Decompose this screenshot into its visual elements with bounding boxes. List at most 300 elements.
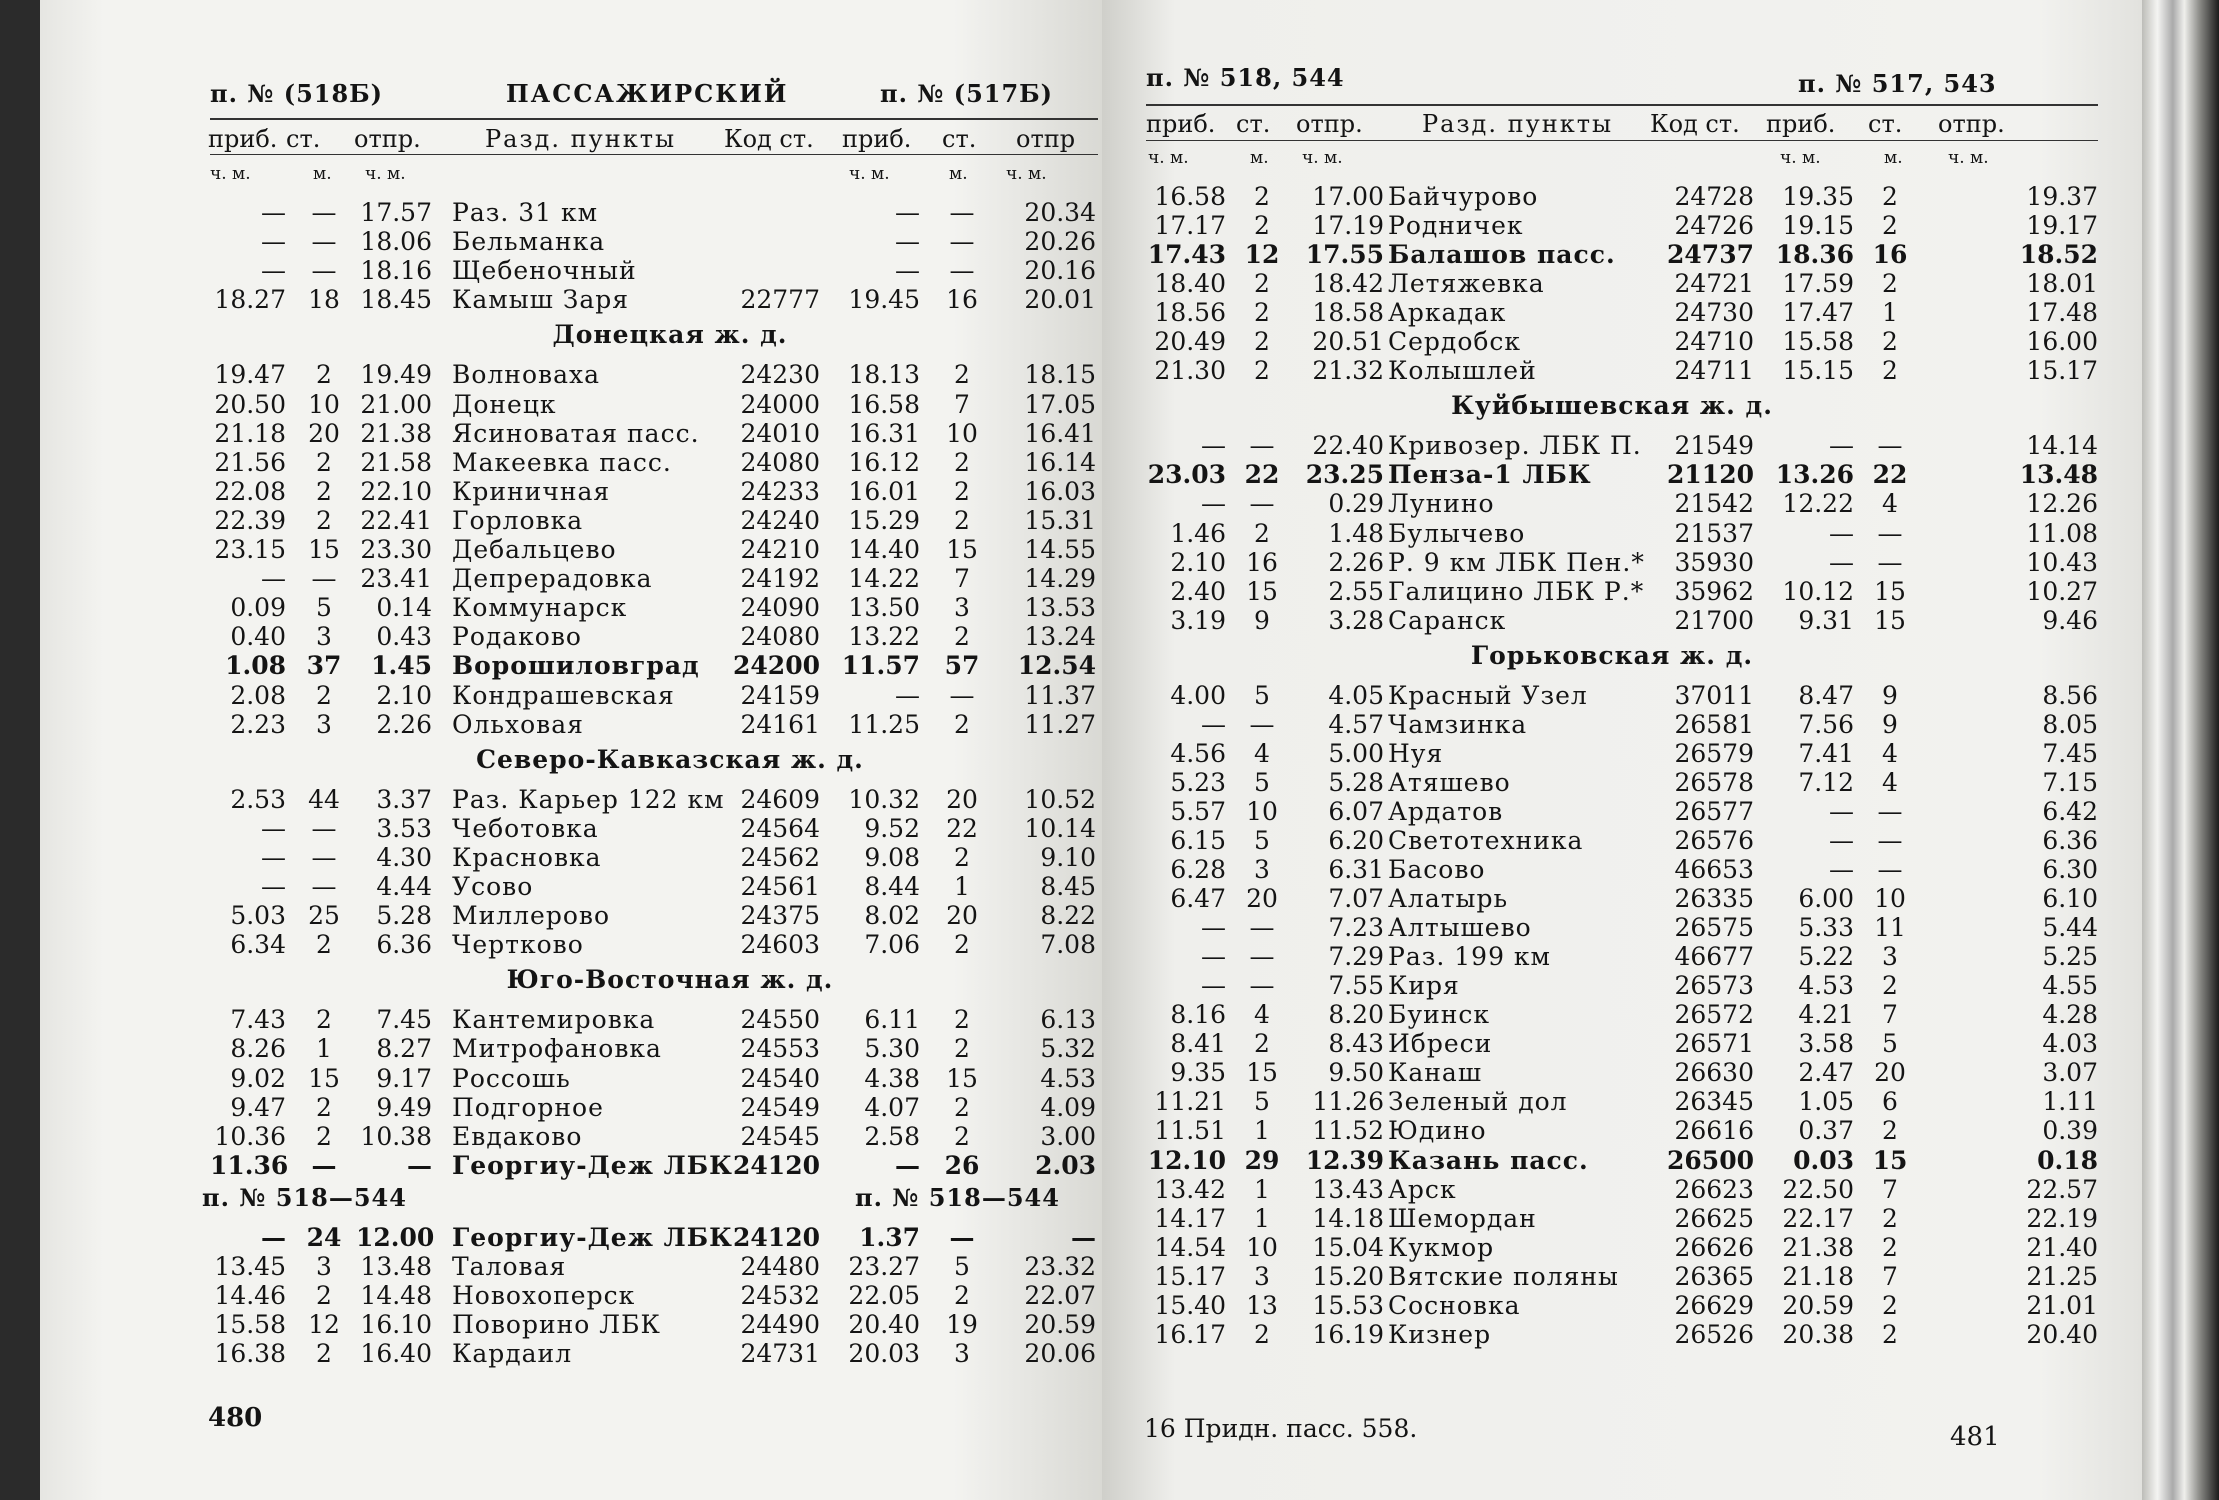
return-departure-time: 5.44 — [2042, 913, 2098, 943]
arrival-time: — — [1201, 942, 1226, 972]
arrival-time: 11.21 — [1154, 1087, 1226, 1117]
unit-rev-arrival: ч. м. — [849, 164, 890, 184]
return-departure-time: 6.13 — [1040, 1005, 1096, 1035]
station-code: 24000 — [740, 389, 820, 419]
stop-minutes: 16 — [1246, 547, 1278, 577]
return-departure-time: 22.19 — [2026, 1203, 2098, 1233]
stop-minutes: 37 — [306, 651, 342, 681]
arrival-time: 2.08 — [230, 680, 286, 710]
station-name: Георгиу-Деж ЛБК — [452, 1150, 733, 1180]
unit-departure: ч. м. — [365, 164, 406, 184]
unit-arrival: ч. м. — [1148, 148, 1189, 168]
timetable-row — [1102, 1116, 2142, 1145]
departure-time: 17.19 — [1312, 211, 1384, 241]
station-code: 24737 — [1667, 240, 1754, 270]
departure-time: 22.40 — [1312, 431, 1384, 461]
return-arrival-time: 2.58 — [864, 1121, 920, 1151]
stop-minutes: 2 — [316, 1092, 332, 1122]
return-stop-minutes: — — [1877, 518, 1903, 548]
station-name: Бельманка — [452, 227, 606, 257]
return-arrival-time: 4.07 — [864, 1092, 920, 1122]
return-stop-minutes: 2 — [954, 1281, 970, 1311]
timetable-row — [40, 901, 1102, 930]
timetable-row — [1102, 1029, 2142, 1058]
return-arrival-time: 13.50 — [848, 593, 920, 623]
station-code: 26572 — [1674, 1000, 1754, 1030]
arrival-time: 9.35 — [1170, 1058, 1226, 1088]
departure-time: 6.07 — [1328, 796, 1384, 826]
arrival-time: — — [261, 872, 286, 901]
arrival-time: — — [261, 564, 286, 594]
stop-minutes: 1 — [1254, 1174, 1270, 1204]
timetable-row — [1102, 913, 2142, 942]
stop-minutes: 3 — [316, 709, 332, 739]
station-name: Миллерово — [452, 901, 610, 931]
station-code: 24120 — [733, 1150, 820, 1180]
return-arrival-time: 19.45 — [848, 285, 920, 315]
arrival-time: — — [1201, 709, 1226, 739]
return-departure-time: 12.26 — [2026, 489, 2098, 519]
railway-section-heading: Северо-Кавказская ж. д. — [476, 744, 864, 774]
stop-minutes: 1 — [1254, 1116, 1270, 1146]
station-name: Булычево — [1388, 518, 1526, 548]
station-code: 24710 — [1674, 327, 1754, 357]
arrival-time: 0.09 — [230, 593, 286, 623]
station-code: 24545 — [740, 1121, 820, 1151]
return-departure-time: 13.53 — [1024, 593, 1096, 623]
station-name: Нуя — [1388, 738, 1444, 768]
return-departure-time: 8.45 — [1040, 872, 1096, 901]
arrival-time: 11.36 — [210, 1150, 289, 1180]
col-rev-departure: отпр. — [1938, 110, 2005, 138]
station-code: 26578 — [1674, 767, 1754, 797]
arrival-time: 22.39 — [214, 505, 286, 535]
return-departure-time: 1.11 — [2042, 1087, 2098, 1117]
return-departure-time: 11.37 — [1024, 680, 1096, 710]
arrival-time: 2.10 — [1170, 547, 1226, 577]
timetable-row — [40, 198, 1102, 227]
departure-time: 18.58 — [1312, 298, 1384, 328]
return-arrival-time: 11.57 — [841, 651, 920, 681]
return-stop-minutes: — — [1877, 796, 1903, 826]
station-code: 26575 — [1674, 913, 1754, 943]
stop-minutes: 1 — [316, 1034, 332, 1064]
station-name: Ворошиловград — [452, 651, 700, 681]
timetable-row — [1102, 431, 2142, 460]
station-name: Ясиноватая пасс. — [452, 418, 700, 448]
arrival-time: — — [1201, 489, 1226, 519]
station-code: 24090 — [740, 593, 820, 623]
stop-minutes: 44 — [308, 784, 340, 814]
unit-departure: ч. м. — [1302, 148, 1343, 168]
station-name: Щебеночный — [452, 256, 637, 286]
station-name: Лунино — [1388, 489, 1495, 519]
departure-time: 8.27 — [376, 1034, 432, 1064]
return-arrival-time: 21.38 — [1782, 1232, 1854, 1262]
return-stop-minutes: 4 — [1882, 738, 1898, 768]
return-departure-time: 0.39 — [2042, 1116, 2098, 1146]
col-arrival: приб. — [1146, 110, 1216, 138]
return-arrival-time: 14.22 — [848, 564, 920, 594]
return-departure-time: 16.03 — [1024, 476, 1096, 506]
return-departure-time: 14.29 — [1024, 564, 1096, 594]
train-number-right: п. № 517, 543 — [1798, 69, 1997, 98]
timetable-row — [1102, 182, 2142, 211]
return-stop-minutes: 3 — [954, 1339, 970, 1369]
station-name: Таловая — [452, 1252, 567, 1282]
departure-time: 4.30 — [376, 842, 432, 872]
return-departure-time: 20.26 — [1024, 227, 1096, 257]
return-departure-time: 5.32 — [1040, 1034, 1096, 1064]
station-code: 24553 — [740, 1034, 820, 1064]
arrival-time: 11.51 — [1154, 1116, 1226, 1146]
timetable-row — [1102, 356, 2142, 385]
return-departure-time: 19.17 — [2026, 211, 2098, 241]
return-stop-minutes: 15 — [1872, 1145, 1908, 1175]
return-stop-minutes: 11 — [1874, 913, 1906, 943]
return-arrival-time: 16.12 — [848, 447, 920, 477]
return-departure-time: 20.34 — [1024, 198, 1096, 227]
train-number-left: п. № (518Б) — [210, 79, 384, 108]
return-stop-minutes: 20 — [1874, 1058, 1906, 1088]
return-stop-minutes: 20 — [946, 784, 978, 814]
timetable-row — [40, 419, 1102, 448]
col-stop: ст. — [1236, 110, 1271, 138]
departure-time: 11.26 — [1312, 1087, 1384, 1117]
return-arrival-time: 18.13 — [848, 360, 920, 390]
return-stop-minutes: 7 — [1882, 1261, 1898, 1291]
return-departure-time: 18.52 — [2019, 240, 2098, 270]
timetable-row — [40, 681, 1102, 710]
return-arrival-time: 4.53 — [1798, 971, 1854, 1001]
return-arrival-time: 11.25 — [848, 709, 920, 739]
station-name: Ольховая — [452, 709, 584, 739]
station-name: Арск — [1388, 1174, 1457, 1204]
arrival-time: 18.27 — [214, 285, 286, 315]
timetable-row — [1102, 1291, 2142, 1320]
timetable-row — [1102, 606, 2142, 635]
timetable-row — [1102, 1087, 2142, 1116]
timetable-row — [1102, 1233, 2142, 1262]
departure-time: 4.05 — [1328, 680, 1384, 710]
return-departure-time: 17.48 — [2026, 298, 2098, 328]
departure-time: 12.39 — [1305, 1145, 1384, 1175]
station-code: 24550 — [740, 1005, 820, 1035]
right-page — [1102, 0, 2142, 1500]
train-number-right: п. № (517Б) — [880, 79, 1054, 108]
station-name: Митрофановка — [452, 1034, 662, 1064]
station-code: 24609 — [740, 784, 820, 814]
departure-time: 9.49 — [376, 1092, 432, 1122]
timetable-row — [40, 564, 1102, 593]
return-departure-time: 4.09 — [1040, 1092, 1096, 1122]
station-name: Саранск — [1388, 605, 1507, 635]
col-arrival: приб. — [208, 125, 278, 153]
stop-minutes: 18 — [308, 285, 340, 315]
station-name: Шемордан — [1388, 1203, 1537, 1233]
station-code: 24490 — [740, 1310, 820, 1340]
station-name: Родничек — [1388, 211, 1524, 241]
return-stop-minutes: 5 — [954, 1252, 970, 1282]
return-departure-time: 16.41 — [1024, 418, 1096, 448]
departure-time: 5.28 — [376, 901, 432, 931]
station-name: Балашов пасс. — [1388, 240, 1616, 270]
return-arrival-time: 21.18 — [1782, 1261, 1854, 1291]
return-stop-minutes: 10 — [1874, 884, 1906, 914]
stop-minutes: 2 — [316, 1005, 332, 1035]
return-stop-minutes: 2 — [954, 842, 970, 872]
return-stop-minutes: 7 — [954, 389, 970, 419]
timetable-row — [1102, 1000, 2142, 1029]
station-name: Байчурово — [1388, 182, 1539, 211]
departure-time: 15.53 — [1312, 1290, 1384, 1320]
return-departure-time: 8.22 — [1040, 901, 1096, 931]
station-name: Галицино ЛБК Р.* — [1388, 576, 1645, 606]
station-code: 24161 — [740, 709, 820, 739]
return-departure-time: 12.54 — [1017, 651, 1096, 681]
arrival-time: 2.40 — [1170, 576, 1226, 606]
arrival-time: — — [1201, 971, 1226, 1001]
station-name: Евдаково — [452, 1121, 583, 1151]
station-name: Кардаил — [452, 1339, 573, 1369]
return-arrival-time: 3.58 — [1798, 1029, 1854, 1059]
station-code: 24532 — [740, 1281, 820, 1311]
departure-time: 6.36 — [376, 930, 432, 960]
return-departure-time: 3.00 — [1040, 1121, 1096, 1151]
arrival-time: 2.53 — [230, 784, 286, 814]
stop-minutes: 29 — [1244, 1145, 1280, 1175]
return-departure-time: 20.59 — [1024, 1310, 1096, 1340]
departure-time: 16.40 — [360, 1339, 432, 1369]
station-code: 26630 — [1674, 1058, 1754, 1088]
return-stop-minutes: 2 — [954, 1034, 970, 1064]
station-code: 24210 — [740, 535, 820, 564]
stop-minutes: 2 — [316, 680, 332, 710]
return-arrival-time: — — [1829, 518, 1854, 548]
stop-minutes: 15 — [308, 535, 340, 564]
col-rev-departure: отпр — [1016, 125, 1076, 153]
station-code: 26581 — [1674, 709, 1754, 739]
stop-minutes: 2 — [316, 1281, 332, 1311]
station-name: Казань пасс. — [1388, 1145, 1589, 1175]
arrival-time: 15.17 — [1154, 1261, 1226, 1291]
arrival-time: 13.42 — [1154, 1174, 1226, 1204]
timetable-row — [1102, 1058, 2142, 1087]
station-name: Криничная — [452, 476, 611, 506]
return-departure-time: 9.10 — [1040, 842, 1096, 872]
timetable-row — [1102, 710, 2142, 739]
station-name: Светотехника — [1388, 825, 1584, 855]
return-departure-time: 4.28 — [2042, 1000, 2098, 1030]
arrival-time: 16.58 — [1154, 182, 1226, 211]
departure-time: 5.28 — [1328, 767, 1384, 797]
return-departure-time: 7.45 — [2042, 738, 2098, 768]
col-rev-stop: ст. — [942, 125, 977, 153]
stop-minutes: 15 — [1246, 1058, 1278, 1088]
station-code: 26616 — [1674, 1116, 1754, 1146]
return-stop-minutes: 2 — [954, 622, 970, 652]
return-arrival-time: 23.27 — [848, 1252, 920, 1282]
departure-time: 19.49 — [360, 360, 432, 390]
arrival-time: 1.08 — [225, 651, 286, 681]
station-name: Донецк — [452, 389, 557, 419]
page-number: 481 — [1950, 1422, 2000, 1452]
return-stop-minutes: 15 — [946, 1063, 978, 1093]
departure-time: 14.18 — [1312, 1203, 1384, 1233]
return-arrival-time: 8.44 — [864, 872, 920, 901]
book-edge — [2142, 0, 2219, 1500]
stop-minutes: 10 — [308, 389, 340, 419]
return-departure-time: 10.43 — [2026, 547, 2098, 577]
return-stop-minutes: 4 — [1882, 767, 1898, 797]
return-departure-time: 8.05 — [2042, 709, 2098, 739]
arrival-time: — — [1201, 431, 1226, 461]
station-code: 26623 — [1674, 1174, 1754, 1204]
station-code: 46653 — [1674, 855, 1754, 884]
stop-minutes: 20 — [308, 418, 340, 448]
station-code: 35930 — [1674, 547, 1754, 577]
departure-time: 0.14 — [376, 593, 432, 623]
return-arrival-time: 4.38 — [864, 1063, 920, 1093]
return-stop-minutes: — — [949, 256, 975, 286]
station-name: Чамзинка — [1388, 709, 1528, 739]
departure-time: 8.20 — [1328, 1000, 1384, 1030]
stop-minutes: — — [311, 813, 337, 843]
station-code: 24562 — [740, 842, 820, 872]
station-name: Кондрашевская — [452, 680, 675, 710]
station-code: 21549 — [1674, 431, 1754, 461]
timetable-row — [40, 651, 1102, 680]
stop-minutes: 20 — [1246, 884, 1278, 914]
timetable-row — [40, 1252, 1102, 1281]
return-arrival-time: 20.03 — [848, 1339, 920, 1369]
header-rule-top — [1146, 104, 2098, 106]
stop-minutes: 2 — [1254, 182, 1270, 211]
return-stop-minutes: 57 — [944, 651, 980, 681]
header-rule-bottom — [210, 154, 1098, 155]
return-stop-minutes: 2 — [954, 447, 970, 477]
return-arrival-time: 0.37 — [1798, 1116, 1854, 1146]
station-code: 24010 — [740, 418, 820, 448]
timetable-row — [1102, 211, 2142, 240]
return-arrival-time: 4.21 — [1798, 1000, 1854, 1030]
station-code: 26573 — [1674, 971, 1754, 1001]
col-rev-arrival: приб. — [842, 125, 912, 153]
departure-time: 17.55 — [1305, 240, 1384, 270]
return-arrival-time: 16.31 — [848, 418, 920, 448]
col-departure: отпр. — [354, 125, 421, 153]
return-departure-time: 4.03 — [2042, 1029, 2098, 1059]
return-departure-time: 10.27 — [2026, 576, 2098, 606]
station-code: 24540 — [740, 1063, 820, 1093]
return-stop-minutes: 9 — [1882, 709, 1898, 739]
station-code: 21700 — [1674, 605, 1754, 635]
return-stop-minutes: 15 — [1874, 605, 1906, 635]
stop-minutes: 1 — [1254, 1203, 1270, 1233]
return-arrival-time: 14.40 — [848, 535, 920, 564]
timetable-row — [40, 1034, 1102, 1063]
station-code: 24080 — [740, 622, 820, 652]
station-name: Вятские поляны — [1388, 1261, 1619, 1291]
stop-minutes: 3 — [316, 1252, 332, 1282]
departure-time: 7.45 — [376, 1005, 432, 1035]
return-departure-time: 16.00 — [2026, 327, 2098, 357]
timetable-row — [1102, 971, 2142, 1000]
timetable-row — [40, 872, 1102, 901]
station-name: Коммунарск — [452, 593, 628, 623]
station-code: 24731 — [740, 1339, 820, 1369]
arrival-time: 12.10 — [1147, 1145, 1226, 1175]
departure-time: 21.58 — [360, 447, 432, 477]
return-departure-time: 14.14 — [2026, 431, 2098, 461]
return-departure-time: 9.46 — [2042, 605, 2098, 635]
stop-minutes: 2 — [316, 360, 332, 390]
return-stop-minutes: 3 — [954, 593, 970, 623]
stop-minutes: — — [1249, 942, 1275, 972]
station-code: 24192 — [740, 564, 820, 594]
header-rule-bottom — [1146, 140, 2098, 141]
timetable-row — [1102, 884, 2142, 913]
timetable-row — [1102, 298, 2142, 327]
timetable-row — [40, 1093, 1102, 1122]
return-arrival-time: 16.01 — [848, 476, 920, 506]
stop-minutes: 2 — [1254, 356, 1270, 386]
timetable-row — [1102, 1320, 2142, 1349]
return-stop-minutes: 2 — [954, 930, 970, 960]
arrival-time: 17.43 — [1147, 240, 1226, 270]
arrival-time: 8.16 — [1170, 1000, 1226, 1030]
train-number-left: п. № 518, 544 — [1146, 63, 1345, 92]
stop-minutes: 2 — [316, 447, 332, 477]
arrival-time: 0.40 — [230, 622, 286, 652]
departure-time: 1.45 — [371, 651, 432, 681]
station-name: Чеботовка — [452, 813, 599, 843]
return-arrival-time: — — [895, 680, 920, 710]
departure-time: 22.41 — [360, 505, 432, 535]
return-stop-minutes: 2 — [1882, 211, 1898, 241]
return-arrival-time: — — [895, 256, 920, 286]
timetable-row — [1102, 1262, 2142, 1291]
station-code: 26345 — [1674, 1087, 1754, 1117]
timetable-row — [40, 814, 1102, 843]
stop-minutes: — — [1249, 709, 1275, 739]
return-arrival-time: 7.06 — [864, 930, 920, 960]
return-departure-time: 22.57 — [2026, 1174, 2098, 1204]
arrival-time: 4.56 — [1170, 738, 1226, 768]
departure-time: 16.19 — [1312, 1319, 1384, 1349]
arrival-time: 7.43 — [230, 1005, 286, 1035]
station-code: 24564 — [740, 813, 820, 843]
departure-time: 7.07 — [1328, 884, 1384, 914]
departure-time: 15.20 — [1312, 1261, 1384, 1291]
page-number: 480 — [208, 1403, 263, 1433]
return-arrival-time: — — [1829, 547, 1854, 577]
return-stop-minutes: — — [1877, 547, 1903, 577]
stop-minutes: — — [1249, 971, 1275, 1001]
stop-minutes: 10 — [1246, 796, 1278, 826]
timetable-row — [40, 1281, 1102, 1310]
station-name: Ибреси — [1388, 1029, 1493, 1059]
station-name: Волноваха — [452, 360, 601, 390]
departure-time: 12.00 — [356, 1223, 435, 1252]
return-stop-minutes: 2 — [1882, 269, 1898, 299]
station-name: Камыш Заря — [452, 285, 630, 315]
return-stop-minutes: 9 — [1882, 680, 1898, 710]
stop-minutes: 3 — [1254, 1261, 1270, 1291]
unit-rev-stop: м. — [949, 164, 968, 184]
departure-time: 18.45 — [360, 285, 432, 315]
return-stop-minutes: — — [1877, 855, 1903, 884]
